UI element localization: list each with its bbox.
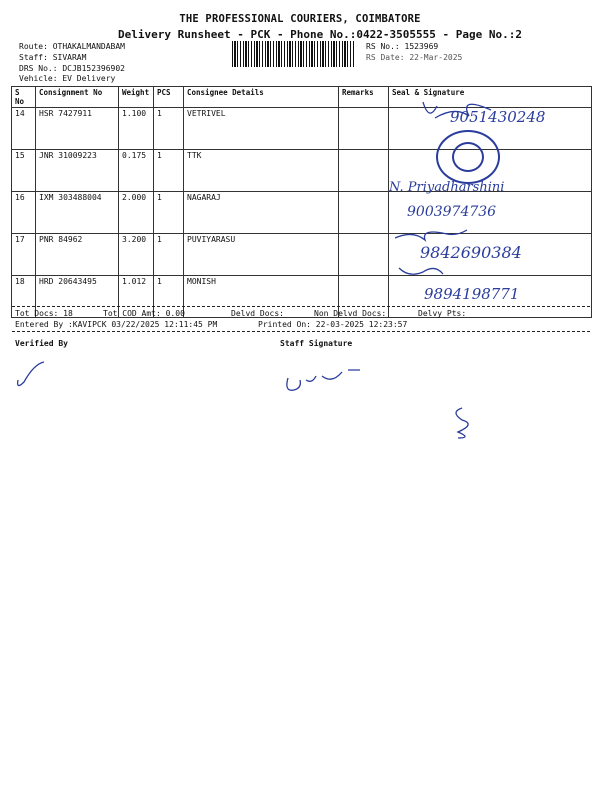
cell-weight: 2.000 <box>119 192 154 234</box>
cell-consignee: NAGARAJ <box>184 192 339 234</box>
barcode <box>232 41 354 67</box>
cell-weight: 0.175 <box>119 150 154 192</box>
handwritten-phone-row17: 9842690384 <box>420 243 522 262</box>
cell-remarks <box>339 192 389 234</box>
handwritten-phone-row14: 9051430248 <box>450 108 546 126</box>
total-docs: Tot Docs: 18 <box>15 309 73 318</box>
entered-by: Entered By :KAVIPCK 03/22/2025 12:11:45 PM <box>15 320 218 329</box>
total-cod-amount: Tot COD Amt: 0.00 <box>103 309 185 318</box>
signature-scribbles <box>395 88 595 308</box>
cell-sno: 14 <box>12 108 36 150</box>
printed-on: Printed On: 22-03-2025 12:23:57 <box>258 320 408 329</box>
cell-remarks <box>339 150 389 192</box>
col-weight: Weight <box>119 87 154 108</box>
rs-number: RS No.: 1523969 <box>366 42 439 51</box>
col-seal-signature: Seal & Signature <box>389 87 592 108</box>
route-label: Route: OTHAKALMANDABAM <box>19 42 125 51</box>
cell-consignee: MONISH <box>184 276 339 318</box>
delivery-points: Delvy Pts: <box>418 309 467 318</box>
cell-consignment: HSR 7427911 <box>36 108 119 150</box>
cell-remarks <box>339 234 389 276</box>
non-delivered-docs: Non Delvd Docs: <box>314 309 387 318</box>
cell-pcs: 1 <box>154 192 184 234</box>
cell-consignment: PNR 84962 <box>36 234 119 276</box>
cell-consignee: TTK <box>184 150 339 192</box>
col-pcs: PCS <box>154 87 184 108</box>
cell-sno: 16 <box>12 192 36 234</box>
handwritten-name-row16: N. Priyadharshini <box>389 180 505 195</box>
cell-pcs: 1 <box>154 150 184 192</box>
cell-sno: 15 <box>12 150 36 192</box>
cell-remarks <box>339 108 389 150</box>
cell-pcs: 1 <box>154 234 184 276</box>
drs-number: DRS No.: DCJB152396902 <box>19 64 125 73</box>
cell-consignee: PUVIYARASU <box>184 234 339 276</box>
rs-date: RS Date: 22-Mar-2025 <box>366 53 463 62</box>
handwritten-phone-row18: 9894198771 <box>424 285 520 303</box>
footer-signatures <box>10 350 490 445</box>
col-consignee: Consignee Details <box>184 87 339 108</box>
cell-consignee: VETRIVEL <box>184 108 339 150</box>
cell-pcs: 1 <box>154 276 184 318</box>
cell-consignment: HRD 20643495 <box>36 276 119 318</box>
vehicle-label: Vehicle: EV Delivery <box>19 74 116 83</box>
company-title: THE PROFESSIONAL COURIERS, COIMBATORE <box>179 13 421 25</box>
cell-consignment: JNR 31009223 <box>36 150 119 192</box>
col-consignment: Consignment No <box>36 87 119 108</box>
runsheet-title: Delivery Runsheet - PCK - Phone No.:0422-3505555 - Page No.:2 <box>118 28 522 41</box>
staff-label: Staff: SIVARAM <box>19 53 87 62</box>
cell-weight: 1.012 <box>119 276 154 318</box>
cell-sno: 18 <box>12 276 36 318</box>
cell-sno: 17 <box>12 234 36 276</box>
col-remarks: Remarks <box>339 87 389 108</box>
cell-pcs: 1 <box>154 108 184 150</box>
delivered-docs: Delvd Docs: <box>231 309 284 318</box>
cell-consignment: IXM 303488004 <box>36 192 119 234</box>
cell-weight: 3.200 <box>119 234 154 276</box>
cell-weight: 1.100 <box>119 108 154 150</box>
verified-by-label: Verified By <box>15 339 68 348</box>
handwritten-phone-row16: 9003974736 <box>407 204 497 220</box>
col-sno: S No <box>12 87 36 108</box>
staff-signature-label: Staff Signature <box>280 339 353 348</box>
